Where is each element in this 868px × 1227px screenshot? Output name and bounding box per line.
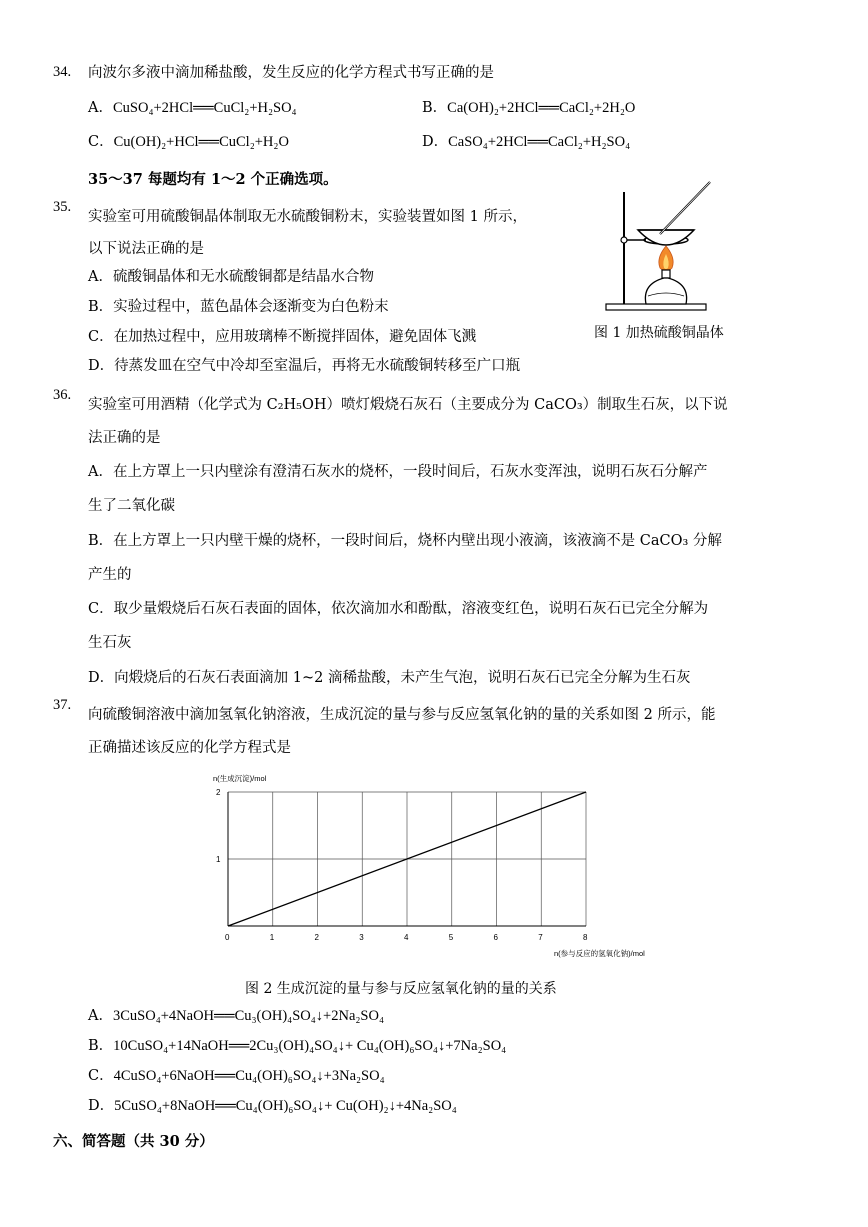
- q34-option-b-text: Ca(OH)₂+2HCl══CaCl₂+2H₂O: [447, 100, 636, 116]
- q37-option-d[interactable]: [88, 1097, 457, 1115]
- q35-number: 35.: [53, 199, 72, 215]
- multi-answer-instruction: 35～37 每题均有 1～2 个正确选项。: [88, 171, 338, 188]
- q37-stem-line2: 正确描述该反应的化学方程式是: [88, 740, 291, 756]
- figure2-chart: [200, 768, 645, 964]
- chart-labels: [213, 773, 645, 958]
- q36-stem-line2: 法正确的是: [88, 430, 161, 446]
- q36-option-d[interactable]: D．向煅烧后的石灰石表面滴加 1~2 滴稀盐酸，未产生气泡，说明石灰石已完全分解为生石灰: [88, 670, 691, 686]
- q34-option-d-text: CaSO₄+2HCl══CaCl₂+H₂SO₄: [448, 134, 631, 150]
- x-tick-label: 0: [225, 933, 230, 942]
- figure2-caption: 图 2 生成沉淀的量与参与反应氢氧化钠的量的关系: [245, 981, 557, 997]
- q36-option-b-line2: 产生的: [88, 567, 132, 583]
- q36-option-a-line1[interactable]: A．在上方罩上一只内壁涂有澄清石灰水的烧杯，一段时间后，石灰水变浑浊，说明石灰石分解产: [88, 464, 708, 480]
- q36-option-c-line2: 生石灰: [88, 635, 132, 651]
- q36-option-c-line1[interactable]: C．取少量煅烧后石灰石表面的固体，依次滴加水和酚酞，溶液变红色，说明石灰石已完全分解为: [88, 601, 709, 617]
- q34-option-c-label: C．: [88, 134, 114, 150]
- figure1-apparatus: [598, 178, 728, 318]
- x-tick-label: 8: [583, 933, 588, 942]
- evaporating-dish: [638, 230, 694, 245]
- q37-option-c-text: 4CuSO₄+6NaOH══Cu₄(OH)₆SO₄↓+3Na₂SO₄: [113, 1068, 385, 1084]
- q34-option-d-label: D．: [422, 134, 449, 150]
- q34-number: 34.: [53, 64, 72, 80]
- q36-option-a-line2: 生了二氧化碳: [88, 498, 175, 514]
- q37-option-a-label: A．: [88, 1008, 113, 1024]
- x-tick-label: 2: [314, 933, 319, 942]
- q36-option-b-line1[interactable]: B．在上方罩上一只内壁干燥的烧杯，一段时间后，烧杯内壁出现小液滴，该液滴不是 CaCO₃ 分解: [88, 533, 722, 549]
- lamp-wick-holder: [662, 270, 670, 278]
- q37-option-d-text: 5CuSO₄+8NaOH══Cu₄(OH)₆SO₄↓+ Cu(OH)₂↓+4Na₂SO₄: [114, 1098, 457, 1114]
- q37-stem-line1: 向硫酸铜溶液中滴加氢氧化钠溶液，生成沉淀的量与参与反应氢氧化钠的量的关系如图 2 所示，能: [88, 707, 716, 723]
- q35-option-a[interactable]: A．硫酸铜晶体和无水硫酸铜都是结晶水合物: [88, 269, 374, 285]
- q34-option-a[interactable]: [88, 99, 297, 117]
- q35-stem-line1: 实验室可用硫酸铜晶体制取无水硫酸铜粉末，实验装置如图 1 所示，: [88, 209, 527, 225]
- x-tick-label: 4: [404, 933, 409, 942]
- q34-option-b-label: B．: [422, 100, 448, 116]
- q35-option-b[interactable]: B．实验过程中，蓝色晶体会逐渐变为白色粉末: [88, 299, 389, 315]
- q37-number: 37.: [53, 697, 72, 713]
- y-tick-label: 2: [216, 788, 221, 797]
- q34-stem: 向波尔多液中滴加稀盐酸，发生反应的化学方程式书写正确的是: [88, 65, 494, 81]
- q36-stem-line1: 实验室可用酒精（化学式为 C₂H₅OH）喷灯煅烧石灰石（主要成分为 CaCO₃）制取生石灰，以下说: [88, 397, 728, 413]
- q34-option-a-text: CuSO₄+2HCl══CuCl₂+H₂SO₄: [112, 100, 297, 116]
- q37-option-c-label: C．: [88, 1068, 114, 1084]
- x-tick-label: 1: [269, 933, 275, 942]
- y-tick-label: 1: [216, 855, 221, 864]
- figure1-caption: 图 1 加热硫酸铜晶体: [594, 325, 724, 341]
- q34-option-d[interactable]: [422, 133, 630, 151]
- section6-heading: 六、简答题（共 30 分）: [53, 1133, 214, 1150]
- x-tick-label: 3: [359, 933, 364, 942]
- q34-option-c-text: Cu(OH)₂+HCl══CuCl₂+H₂O: [113, 134, 289, 150]
- q37-option-b-label: B．: [88, 1038, 114, 1054]
- stand-base: [606, 304, 706, 310]
- x-tick-label: 6: [493, 933, 498, 942]
- q34-option-b[interactable]: [422, 99, 635, 117]
- q37-option-c[interactable]: [88, 1067, 385, 1085]
- q35-option-d[interactable]: D．待蒸发皿在空气中冷却至室温后，再将无水硫酸铜转移至广口瓶: [88, 358, 521, 374]
- q37-option-d-label: D．: [88, 1098, 115, 1114]
- alcohol-lamp: [645, 278, 686, 304]
- q34-option-c[interactable]: [88, 133, 289, 151]
- q37-option-b-text: 10CuSO₄+14NaOH══2Cu₃(OH)₄SO₄↓+ Cu₄(OH)₆SO₄↓+7Na₂SO₄: [113, 1038, 507, 1054]
- q35-stem-line2: 以下说法正确的是: [88, 241, 204, 257]
- q37-option-a-text: 3CuSO₄+4NaOH══Cu₃(OH)₄SO₄↓+2Na₂SO₄: [112, 1008, 385, 1024]
- x-tick-label: 5: [448, 933, 454, 942]
- q35-option-c[interactable]: C．在加热过程中，应用玻璃棒不断搅拌固体，避免固体飞溅: [88, 329, 477, 345]
- q34-option-a-label: A．: [88, 100, 113, 116]
- y-axis-label: n(生成沉淀)/mol: [213, 774, 267, 783]
- clamp: [621, 237, 627, 243]
- x-tick-label: 7: [538, 933, 543, 942]
- x-axis-label: n(参与反应的氢氧化钠)/mol: [554, 949, 645, 958]
- q37-option-a[interactable]: [88, 1007, 384, 1025]
- q36-number: 36.: [53, 387, 72, 403]
- q37-option-b[interactable]: [88, 1037, 506, 1055]
